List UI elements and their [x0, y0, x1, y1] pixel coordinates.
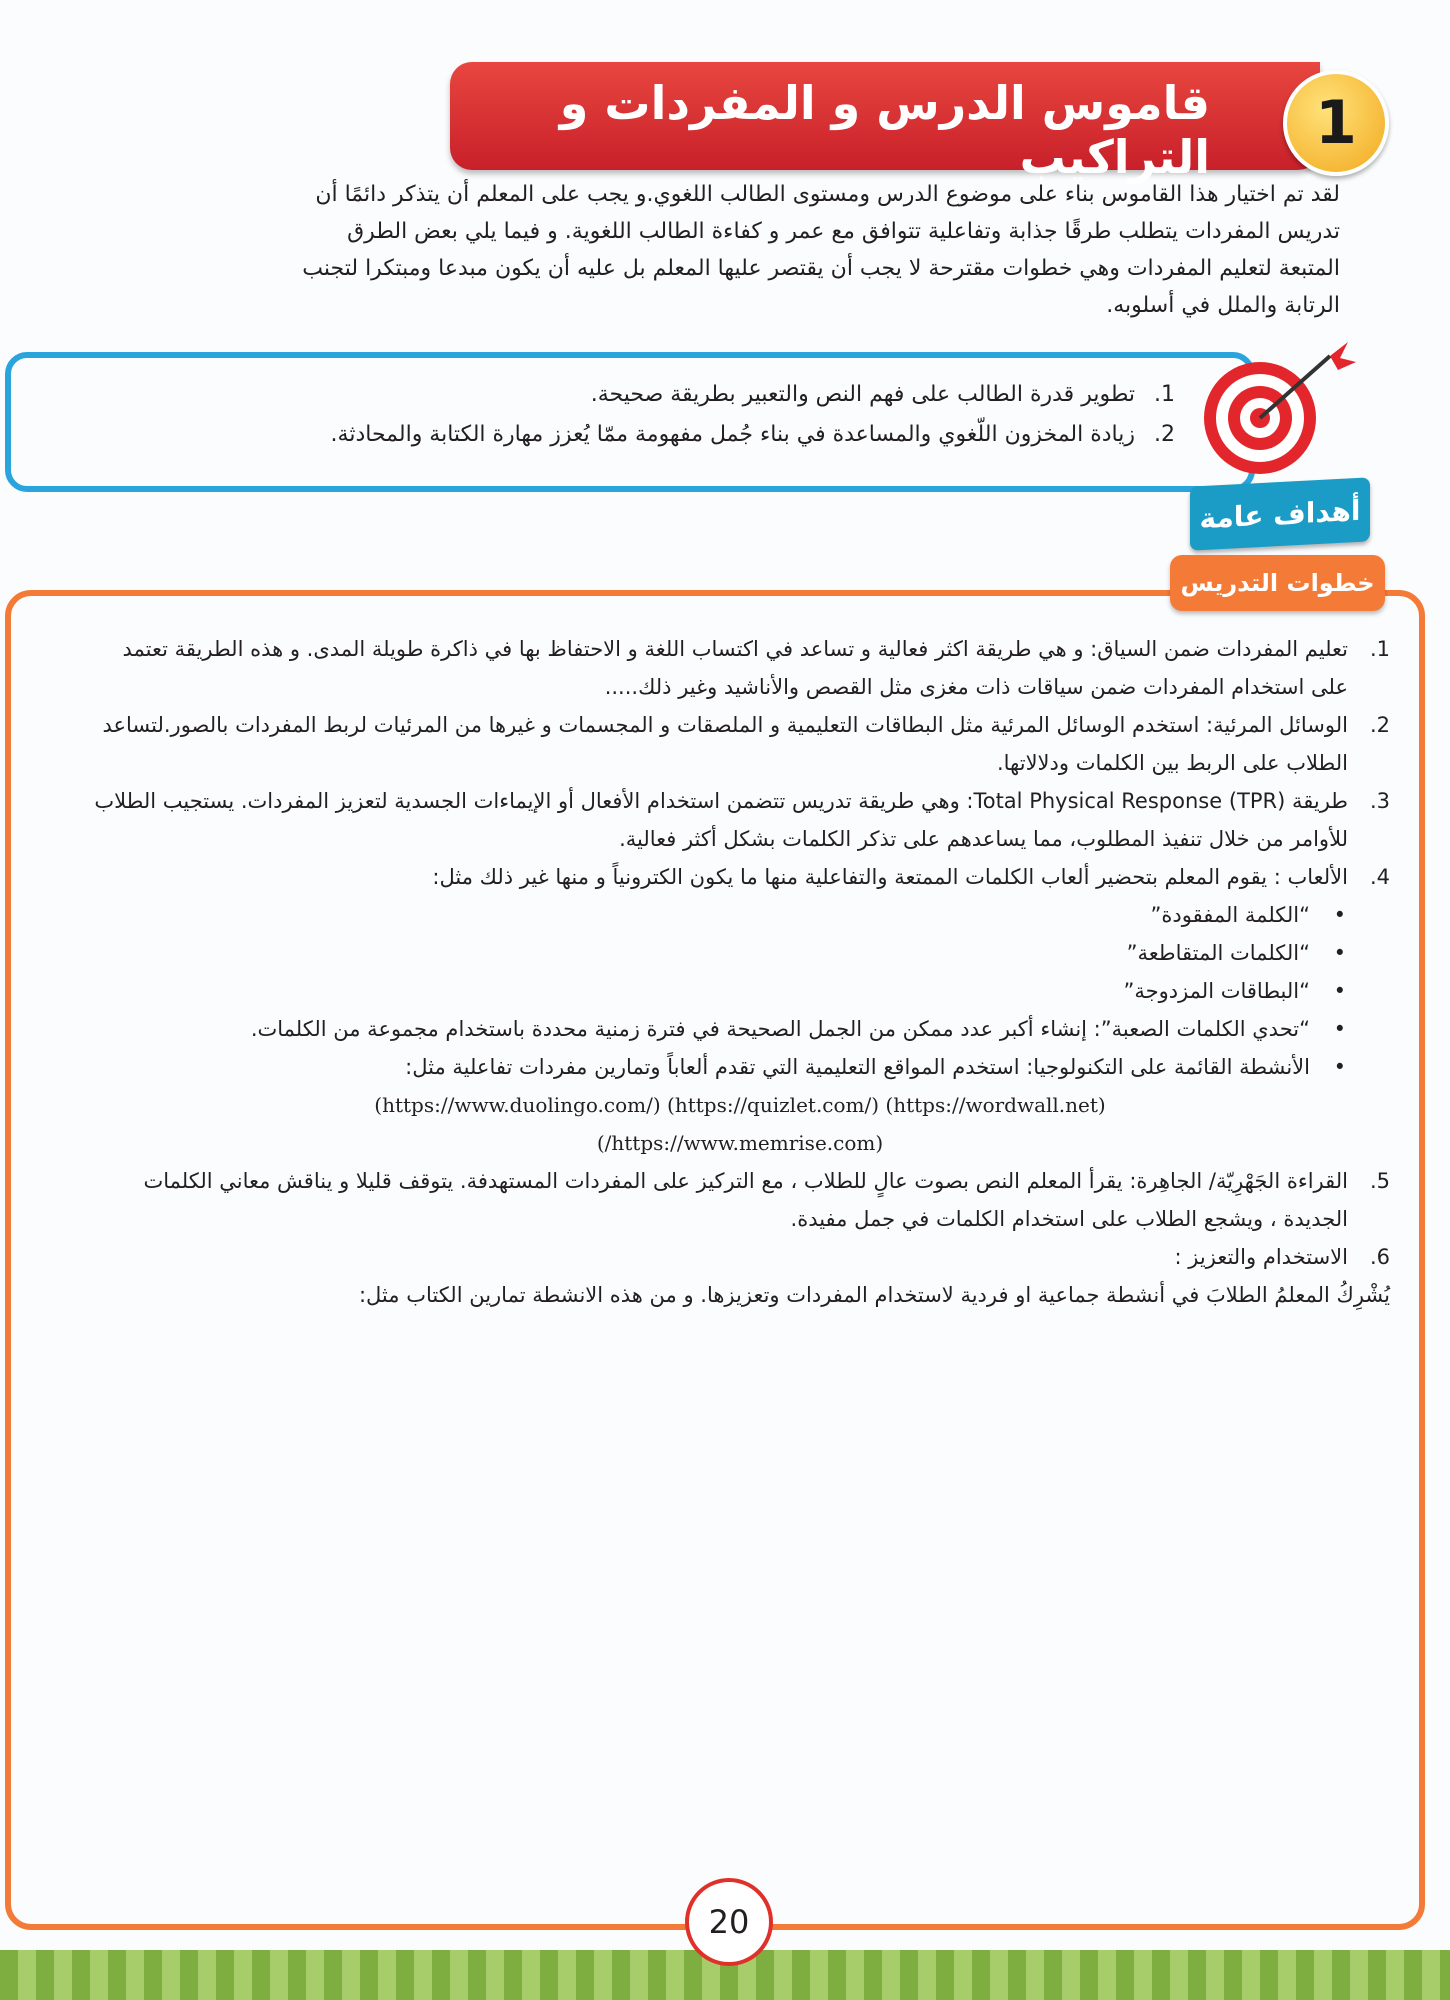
section-number-badge: 1 [1283, 70, 1389, 176]
step-number: 2. [1369, 713, 1390, 737]
goal-text: زيادة المخزون اللّغوي والمساعدة في بناء جُمل مفهومة ممّا يُعزز مهارة الكتابة والمحادثة. [330, 422, 1135, 447]
steps-list [90, 630, 1390, 1314]
step-item [90, 858, 1390, 896]
title-banner [450, 62, 1320, 184]
step-text: تعليم المفردات ضمن السياق: و هي طريقة اكثر فعالية و تساعد في اكتساب اللغة و الاحتفاظ بها في ذاكرة طويلة المدى. و هذه الطريقة تعتمد على استخدام المفردات ضمن سياقات ذات مغزى مثل القصص والأناشيد وغير ذلك..... [122, 637, 1348, 699]
goal-text: تطوير قدرة الطالب على فهم النص والتعبير بطريقة صحيحة. [590, 382, 1135, 407]
game-item: • “الكلمات المتقاطعة” [90, 934, 1350, 972]
goal-item [215, 415, 1175, 455]
step-text: الاستخدام والتعزيز : [1174, 1245, 1348, 1269]
closing-paragraph: يُشْرِكُ المعلمُ الطلابَ في أنشطة جماعية او فردية لاستخدام المفردات وتعزيزها. و من هذه الانشطة تمارين الكتاب مثل: [358, 1283, 1390, 1307]
page-title: قاموس الدرس و المفردات و التراكيب [559, 76, 1210, 184]
website-links: (https://www.duolingo.com/) (https://quizlet.com/) (https://wordwall.net) [374, 1093, 1106, 1117]
game-item: • “البطاقات المزدوجة” [90, 972, 1350, 1010]
step-item [90, 706, 1390, 782]
step-text: القراءة الجَهْرِيّة/ الجاهِرة: يقرأ المعلم النص بصوت عالٍ للطلاب ، مع التركيز على المفردات المستهدفة. يتوقف قليلا و يناقش معاني الكلمات الجديدة ، ويشجع الطلاب على استخدام الكلمات في جمل مفيدة. [143, 1169, 1348, 1231]
step-number: 3. [1369, 789, 1390, 813]
target-icon [1180, 338, 1360, 478]
goal-item [215, 375, 1175, 415]
step-item [90, 782, 1390, 858]
step-number: 4. [1369, 865, 1390, 889]
step-item [90, 1238, 1390, 1276]
step-item [90, 630, 1390, 706]
goal-number: 2. [1154, 422, 1175, 447]
step-item [90, 1162, 1390, 1238]
website-links: (/https://www.memrise.com) [596, 1131, 884, 1155]
step-number: 1. [1369, 637, 1390, 661]
game-item: • “الكلمة المفقودة” [90, 896, 1350, 934]
page-number: 20 [685, 1878, 773, 1966]
goals-list [215, 375, 1175, 455]
steps-badge: خطوات التدريس [1170, 555, 1385, 611]
goal-number: 1. [1154, 382, 1175, 407]
game-item: • الأنشطة القائمة على التكنولوجيا: استخدم المواقع التعليمية التي تقدم ألعاباً وتمارين مفردات تفاعلية مثل: [90, 1048, 1350, 1086]
step-number: 5. [1369, 1169, 1390, 1193]
step-text: طريقة Total Physical Response (TPR): وهي طريقة تدريس تتضمن استخدام الأفعال أو الإيماءات الجسدية لتعزيز المفردات. يستجيب الطلاب للأوامر من خلال تنفيذ المطلوب، مما يساعدهم على تذكر الكلمات بشكل أكثر فعالية. [94, 789, 1348, 851]
goals-badge: أهداف عامة [1190, 477, 1370, 550]
game-item: • “تحدي الكلمات الصعبة”: إنشاء أكبر عدد ممكن من الجمل الصحيحة في فترة زمنية محددة باستخدام مجموعة من الكلمات. [90, 1010, 1350, 1048]
step-number: 6. [1369, 1245, 1390, 1269]
step-text: الألعاب : يقوم المعلم بتحضير ألعاب الكلمات الممتعة والتفاعلية منها ما يكون الكترونياً و منها غير ذلك مثل: [432, 865, 1348, 889]
step-text: الوسائل المرئية: استخدم الوسائل المرئية مثل البطاقات التعليمية و الملصقات و المجسمات و غيرها من المرئيات لربط المفردات بالصور.لتساعد الطلاب على الربط بين الكلمات ودلالاتها. [102, 713, 1348, 775]
intro-paragraph: لقد تم اختيار هذا القاموس بناء على موضوع الدرس ومستوى الطالب اللغوي.و يجب على المعلم أن يتذكر دائمًا أن تدريس المفردات يتطلب طرقًا جذابة وتفاعلية تتوافق مع عمر و كفاءة الطالب اللغوية. و فيما يلي بعض الطرق المتبعة لتعليم المفردات وهي خطوات مقترحة لا يجب أن يقتصر عليها المعلم بل عليه أن يكون مبدعا ومبتكرا لتجنب الرتابة والملل في أسلوبه. [302, 182, 1340, 318]
